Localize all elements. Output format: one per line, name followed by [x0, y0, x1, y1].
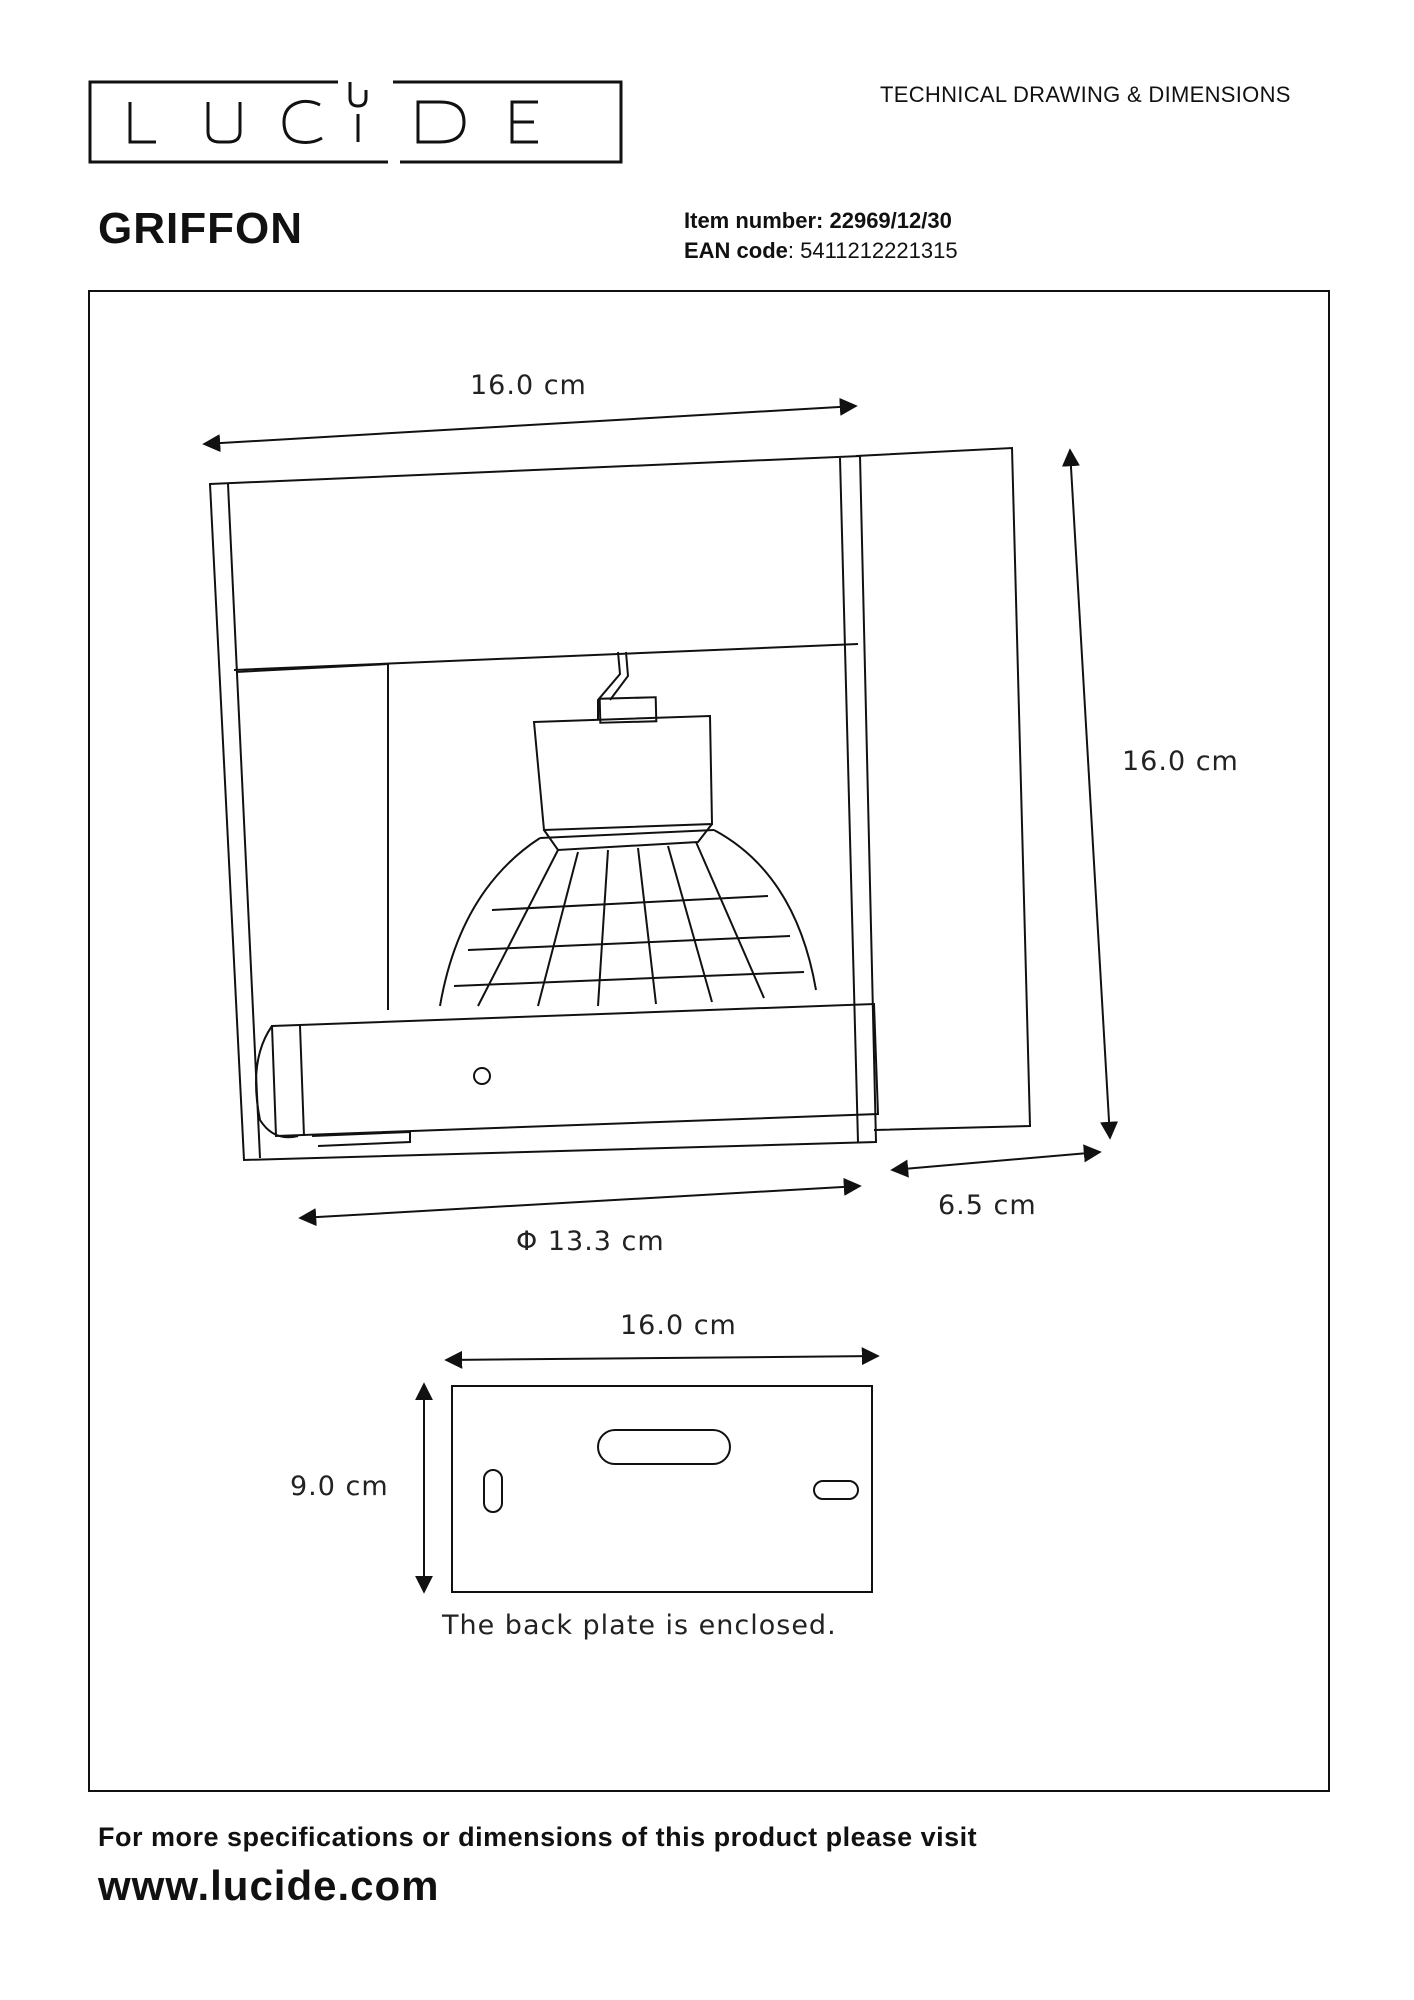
depth-dimension-line [892, 1152, 1100, 1170]
plate-note: The back plate is enclosed. [442, 1610, 837, 1641]
plate-height-label: 9.0 cm [290, 1471, 389, 1502]
lucide-logo [88, 80, 623, 164]
diameter-dimension-line [300, 1186, 860, 1218]
product-name: GRIFFON [98, 204, 303, 253]
product-meta [684, 206, 958, 266]
item-number-label: Item number: [684, 208, 824, 233]
website-link[interactable]: www.lucide.com [98, 1862, 440, 1909]
depth-label: 6.5 cm [938, 1190, 1037, 1221]
plate-width-dimension-line [446, 1356, 878, 1360]
width-dimension-line [204, 406, 856, 444]
technical-drawing [88, 290, 1330, 1792]
bulb-assembly [440, 652, 816, 1006]
height-dimension-line [1070, 450, 1110, 1138]
lamp-body [210, 448, 1030, 1160]
back-plate [452, 1386, 872, 1592]
item-number: 22969/12/30 [829, 208, 952, 233]
plate-width-label: 16.0 cm [620, 1310, 737, 1341]
ean-label: EAN code [684, 238, 788, 263]
ean-row [684, 236, 958, 266]
diameter-label: Φ 13.3 cm [516, 1226, 665, 1257]
lamp-bottom-bar [256, 1004, 878, 1146]
item-number-row [684, 206, 958, 236]
document-type: TECHNICAL DRAWING & DIMENSIONS [880, 82, 1291, 107]
footer-text: For more specifications or dimensions of this product please visit [98, 1822, 978, 1852]
width-label: 16.0 cm [470, 370, 587, 401]
ean-code: : 5411212221315 [787, 238, 958, 263]
height-label: 16.0 cm [1122, 746, 1239, 777]
